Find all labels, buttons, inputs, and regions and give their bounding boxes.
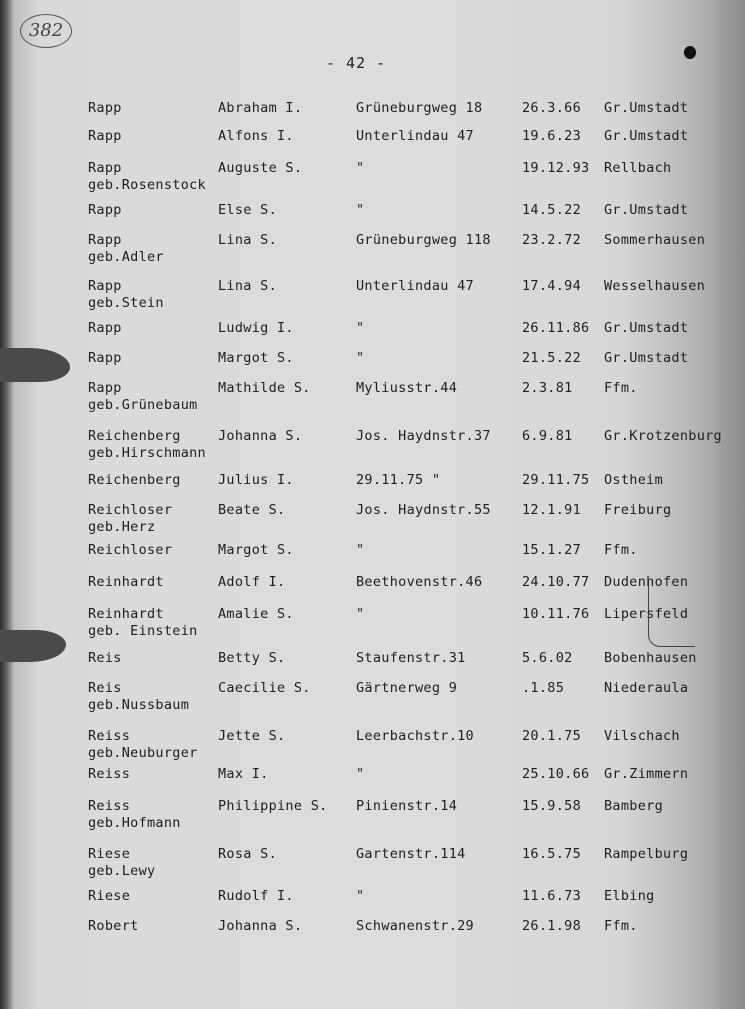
entry-maiden-name: geb.Lewy: [88, 863, 156, 879]
entry-birth-date: 6.9.81: [522, 428, 573, 444]
entry-first-name: Betty S.: [218, 650, 286, 666]
entry-maiden-name: geb.Hirschmann: [88, 445, 206, 461]
entry-last-name: Rapp: [88, 320, 122, 336]
entry-first-name: Max I.: [218, 766, 269, 782]
entry-address: Jos. Haydnstr.55: [356, 502, 491, 518]
entry-birth-place: Gr.Umstadt: [604, 350, 689, 366]
entry-birth-place: Ostheim: [604, 472, 663, 488]
entry-maiden-name: geb.Herz: [88, 519, 156, 535]
punch-hole: [684, 46, 696, 59]
archive-mark: 382: [20, 14, 72, 48]
entry-address: ": [356, 320, 365, 336]
entry-address: ": [356, 542, 365, 558]
entry-birth-place: Freiburg: [604, 502, 672, 518]
entry-address: Unterlindau 47: [356, 278, 474, 294]
entry-first-name: Jette S.: [218, 728, 286, 744]
entry-first-name: Ludwig I.: [218, 320, 294, 336]
entry-birth-place: Gr.Umstadt: [604, 100, 689, 116]
entry-first-name: Alfons I.: [218, 128, 294, 144]
entry-address: ": [356, 606, 365, 622]
entry-last-name: Robert: [88, 918, 139, 934]
entry-birth-date: 21.5.22: [522, 350, 581, 366]
entry-last-name: Reichloser: [88, 502, 173, 518]
entry-maiden-name: geb.Grünebaum: [88, 397, 198, 413]
entry-birth-date: 29.11.75: [522, 472, 590, 488]
entry-birth-place: Gr.Krotzenburg: [604, 428, 722, 444]
entry-birth-place: Vilschach: [604, 728, 680, 744]
entry-maiden-name: geb.Hofmann: [88, 815, 181, 831]
ink-blot: [0, 348, 70, 382]
entry-birth-place: Ffm.: [604, 542, 638, 558]
entry-birth-date: 20.1.75: [522, 728, 581, 744]
entry-birth-place: Elbing: [604, 888, 655, 904]
entry-birth-place: Bobenhausen: [604, 650, 697, 666]
entry-first-name: Rosa S.: [218, 846, 277, 862]
entry-first-name: Julius I.: [218, 472, 294, 488]
entry-birth-date: 2.3.81: [522, 380, 573, 396]
entry-first-name: Else S.: [218, 202, 277, 218]
entry-birth-date: .1.85: [522, 680, 565, 696]
entry-birth-date: 15.9.58: [522, 798, 581, 814]
entry-birth-date: 11.6.73: [522, 888, 581, 904]
entry-first-name: Margot S.: [218, 542, 294, 558]
entry-address: Grüneburgweg 118: [356, 232, 491, 248]
entry-birth-date: 14.5.22: [522, 202, 581, 218]
entry-last-name: Reinhardt: [88, 606, 164, 622]
entry-address: Grüneburgweg 18: [356, 100, 483, 116]
entry-birth-place: Gr.Umstadt: [604, 202, 689, 218]
entry-last-name: Reichenberg: [88, 428, 181, 444]
entry-first-name: Beate S.: [218, 502, 286, 518]
entry-address: Unterlindau 47: [356, 128, 474, 144]
entry-birth-place: Gr.Umstadt: [604, 128, 689, 144]
entry-birth-date: 25.10.66: [522, 766, 590, 782]
entry-maiden-name: geb.Neuburger: [88, 745, 198, 761]
entry-birth-date: 26.1.98: [522, 918, 581, 934]
entry-birth-date: 24.10.77: [522, 574, 590, 590]
entry-first-name: Lina S.: [218, 232, 277, 248]
entry-birth-date: 19.12.93: [522, 160, 590, 176]
entry-birth-date: 26.11.86: [522, 320, 590, 336]
entry-address: Gartenstr.114: [356, 846, 466, 862]
entry-birth-date: 10.11.76: [522, 606, 590, 622]
entry-last-name: Rapp: [88, 160, 122, 176]
entry-last-name: Reiss: [88, 798, 131, 814]
entry-birth-place: Rampelburg: [604, 846, 689, 862]
entry-birth-place: Gr.Umstadt: [604, 320, 689, 336]
entry-maiden-name: geb.Rosenstock: [88, 177, 206, 193]
entry-birth-place: Wesselhausen: [604, 278, 706, 294]
entry-birth-place: Dudenhofen: [604, 574, 689, 590]
entry-address: Staufenstr.31: [356, 650, 466, 666]
entry-first-name: Adolf I.: [218, 574, 286, 590]
entry-birth-date: 5.6.02: [522, 650, 573, 666]
entry-birth-date: 23.2.72: [522, 232, 581, 248]
entry-birth-place: Sommerhausen: [604, 232, 706, 248]
entry-birth-place: Gr.Zimmern: [604, 766, 689, 782]
entry-last-name: Rapp: [88, 380, 122, 396]
entry-first-name: Rudolf I.: [218, 888, 294, 904]
entry-last-name: Reiss: [88, 728, 131, 744]
entry-first-name: Lina S.: [218, 278, 277, 294]
entry-last-name: Rapp: [88, 100, 122, 116]
entry-address: Leerbachstr.10: [356, 728, 474, 744]
entry-address: ": [356, 160, 365, 176]
entry-birth-date: 26.3.66: [522, 100, 581, 116]
entry-first-name: Caecilie S.: [218, 680, 311, 696]
entry-first-name: Johanna S.: [218, 918, 303, 934]
entry-address: Beethovenstr.46: [356, 574, 483, 590]
entry-birth-place: Ffm.: [604, 918, 638, 934]
entry-address: ": [356, 202, 365, 218]
entry-birth-place: Ffm.: [604, 380, 638, 396]
entry-last-name: Rapp: [88, 128, 122, 144]
entry-last-name: Riese: [88, 888, 131, 904]
entry-last-name: Reis: [88, 650, 122, 666]
entry-birth-date: 19.6.23: [522, 128, 581, 144]
entry-maiden-name: geb.Nussbaum: [88, 697, 190, 713]
entry-address: Schwanenstr.29: [356, 918, 474, 934]
entry-maiden-name: geb.Adler: [88, 249, 164, 265]
entry-last-name: Reinhardt: [88, 574, 164, 590]
entry-first-name: Abraham I.: [218, 100, 303, 116]
entry-birth-place: Rellbach: [604, 160, 672, 176]
entry-first-name: Auguste S.: [218, 160, 303, 176]
entry-birth-place: Niederaula: [604, 680, 689, 696]
entry-maiden-name: geb.Stein: [88, 295, 164, 311]
entry-maiden-name: geb. Einstein: [88, 623, 198, 639]
entry-last-name: Rapp: [88, 232, 122, 248]
entry-first-name: Johanna S.: [218, 428, 303, 444]
ink-blot: [0, 630, 66, 662]
entry-birth-date: 15.1.27: [522, 542, 581, 558]
entry-last-name: Reis: [88, 680, 122, 696]
entry-address: ": [356, 888, 365, 904]
entry-last-name: Reiss: [88, 766, 131, 782]
entry-last-name: Rapp: [88, 202, 122, 218]
entry-last-name: Rapp: [88, 278, 122, 294]
entry-address: Jos. Haydnstr.37: [356, 428, 491, 444]
page-number: - 42 -: [326, 54, 387, 72]
entry-address: 29.11.75 ": [356, 472, 441, 488]
entry-last-name: Reichloser: [88, 542, 173, 558]
entry-birth-place: Lipersfeld: [604, 606, 689, 622]
entry-address: ": [356, 350, 365, 366]
entry-first-name: Amalie S.: [218, 606, 294, 622]
entry-address: Pinienstr.14: [356, 798, 458, 814]
entry-first-name: Mathilde S.: [218, 380, 311, 396]
entry-birth-place: Bamberg: [604, 798, 663, 814]
entry-birth-date: 16.5.75: [522, 846, 581, 862]
entry-last-name: Reichenberg: [88, 472, 181, 488]
entry-first-name: Philippine S.: [218, 798, 328, 814]
entry-address: ": [356, 766, 365, 782]
entry-address: Myliusstr.44: [356, 380, 458, 396]
entry-first-name: Margot S.: [218, 350, 294, 366]
entry-address: Gärtnerweg 9: [356, 680, 458, 696]
entry-last-name: Riese: [88, 846, 131, 862]
entry-birth-date: 12.1.91: [522, 502, 581, 518]
entry-last-name: Rapp: [88, 350, 122, 366]
entry-birth-date: 17.4.94: [522, 278, 581, 294]
